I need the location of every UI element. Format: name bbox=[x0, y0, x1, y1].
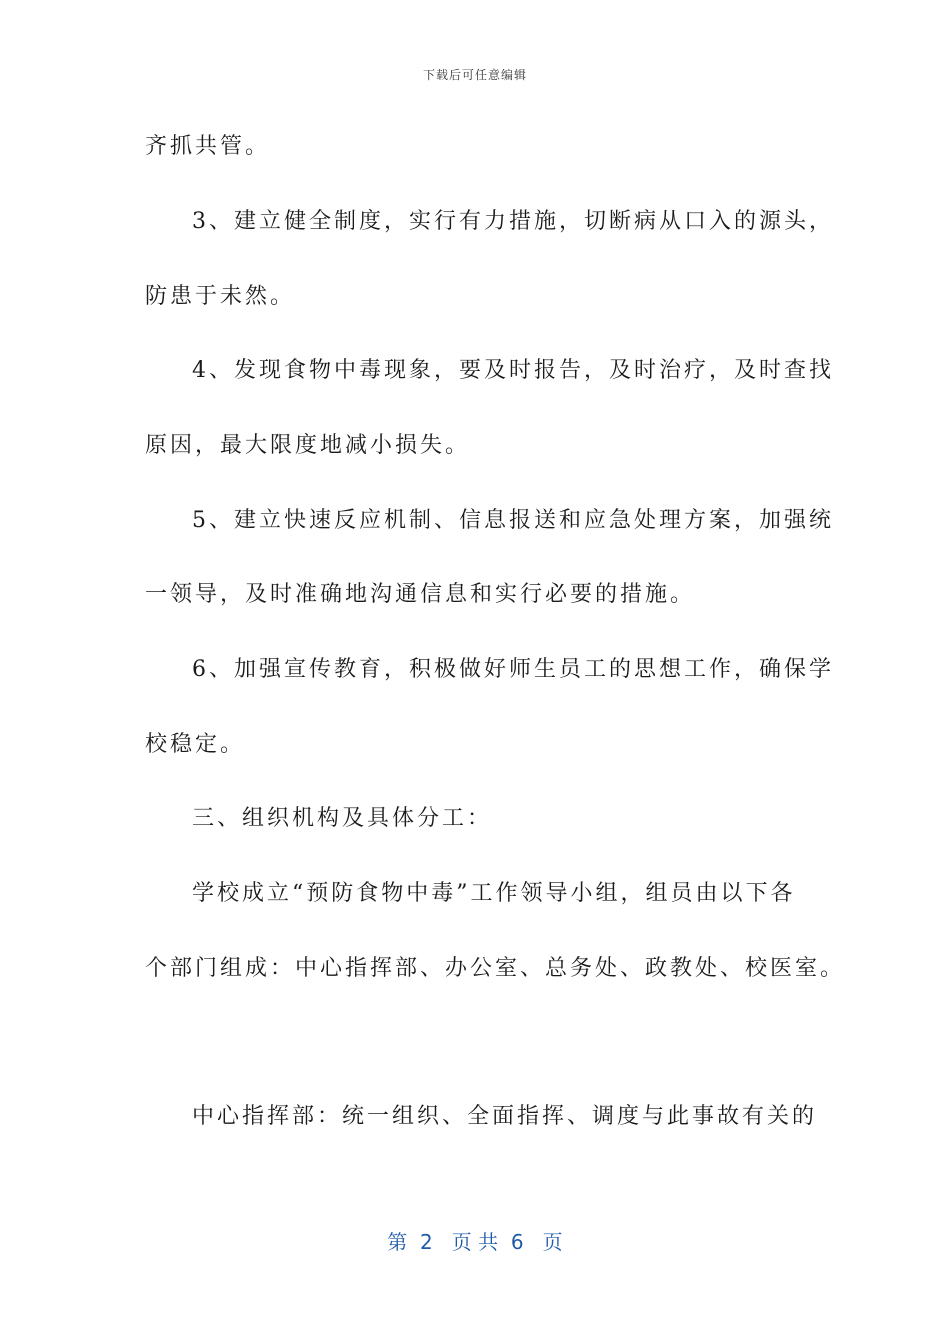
paragraph-line: 齐抓共管。 bbox=[145, 134, 271, 159]
paragraph-line: 5、建立快速反应机制、信息报送和应急处理方案，加强统 bbox=[192, 508, 834, 533]
paragraph-line: 6、加强宣传教育，积极做好师生员工的思想工作，确保学 bbox=[192, 657, 834, 682]
paragraph-line: 学校成立“预防食物中毒”工作领导小组，组员由以下各 bbox=[192, 881, 796, 906]
paragraph-line: 3、建立健全制度，实行有力措施，切断病从口入的源头， bbox=[192, 209, 834, 234]
header-note: 下载后可任意编辑 bbox=[422, 68, 527, 82]
paragraph-line: 原因，最大限度地减小损失。 bbox=[145, 433, 471, 458]
paragraph-line: 防患于未然。 bbox=[145, 284, 296, 309]
paragraph-line: 一领导，及时准确地沟通信息和实行必要的措施。 bbox=[145, 582, 696, 607]
paragraph-line: 中心指挥部：统一组织、全面指挥、调度与此事故有关的 bbox=[192, 1104, 818, 1129]
paragraph-line: 4、发现食物中毒现象，要及时报告，及时治疗，及时查找 bbox=[192, 358, 834, 383]
page-number: 第 2 页 共 6 页 bbox=[387, 1230, 563, 1254]
paragraph-line: 校稳定。 bbox=[145, 732, 246, 757]
section-heading: 三、组织机构及具体分工： bbox=[192, 806, 493, 831]
paragraph-line: 个部门组成：中心指挥部、办公室、总务处、政教处、校医室。 bbox=[145, 956, 846, 981]
